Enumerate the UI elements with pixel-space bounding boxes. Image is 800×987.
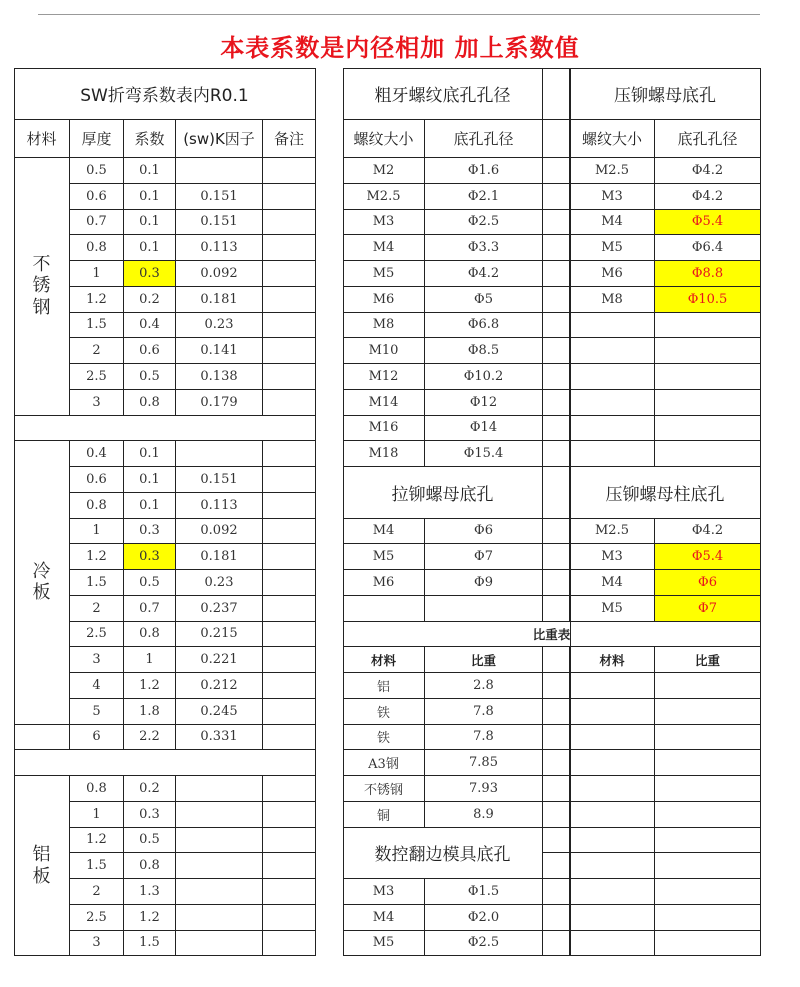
thickness-cell: 3 [70, 390, 124, 416]
thread-size-cell: M5 [570, 235, 655, 261]
remark-cell [263, 776, 316, 802]
k-factor-cell: 0.151 [176, 184, 263, 210]
thickness-cell: 2.5 [70, 622, 124, 648]
coefficient-cell: 0.2 [124, 287, 176, 313]
empty-cell [570, 853, 655, 879]
thread-size-cell: M6 [343, 570, 425, 596]
thickness-cell: 1 [70, 519, 124, 545]
thickness-cell: 1 [70, 802, 124, 828]
sw-header-3: (sw)K因子 [176, 120, 263, 158]
empty-cell [655, 390, 761, 416]
hole-diameter-cell: Φ8.5 [425, 338, 543, 364]
thread-size-cell: M18 [343, 441, 425, 467]
k-factor-cell: 0.23 [176, 570, 263, 596]
gap-cell [543, 120, 570, 158]
gap-cell [543, 905, 570, 931]
remark-cell [263, 905, 316, 931]
thickness-cell: 2 [70, 338, 124, 364]
hole-diameter-cell: Φ1.6 [425, 158, 543, 184]
press-nut-title: 压铆螺母底孔 [570, 68, 761, 120]
remark-cell [263, 828, 316, 854]
hole-diameter-cell: Φ4.2 [655, 158, 761, 184]
k-factor-cell: 0.181 [176, 544, 263, 570]
gap-cell [543, 210, 570, 236]
remark-cell [263, 647, 316, 673]
hole-diameter-cell: Φ10.5 [655, 287, 761, 313]
hole-diameter-cell: Φ5.4 [655, 210, 761, 236]
empty-cell [570, 905, 655, 931]
k-factor-cell: 0.113 [176, 493, 263, 519]
thickness-cell: 0.8 [70, 776, 124, 802]
thickness-cell: 3 [70, 647, 124, 673]
gap-cell [543, 853, 570, 879]
thread-size-cell: M14 [343, 390, 425, 416]
coefficient-cell: 0.5 [124, 364, 176, 390]
thread-size-cell: M4 [343, 519, 425, 545]
remark-cell [263, 390, 316, 416]
gap-cell [543, 828, 570, 854]
hole-diameter-cell: Φ14 [425, 416, 543, 442]
remark-cell [263, 570, 316, 596]
thread-size-cell: M5 [343, 261, 425, 287]
k-factor-cell [176, 828, 263, 854]
empty-cell [655, 416, 761, 442]
k-factor-cell: 0.092 [176, 519, 263, 545]
hole-diameter-cell: Φ8.8 [655, 261, 761, 287]
thread-size-cell: M2.5 [570, 158, 655, 184]
gap-cell [543, 776, 570, 802]
empty-cell [655, 313, 761, 339]
remark-cell [263, 673, 316, 699]
thread-size-cell: M10 [343, 338, 425, 364]
k-factor-cell [176, 802, 263, 828]
thread-size-cell: M2 [343, 158, 425, 184]
coefficient-cell: 0.1 [124, 184, 176, 210]
remark-cell [263, 441, 316, 467]
material-0: 不锈钢 [14, 158, 70, 416]
hole-diameter-cell: Φ15.4 [425, 441, 543, 467]
gap-cell [543, 673, 570, 699]
gap-cell [543, 596, 570, 622]
thickness-cell: 0.8 [70, 235, 124, 261]
hole-diameter-cell: Φ10.2 [425, 364, 543, 390]
density-material-cell: 铁 [343, 699, 425, 725]
gap-cell [543, 416, 570, 442]
k-factor-cell: 0.215 [176, 622, 263, 648]
thread-size-cell: M5 [343, 931, 425, 957]
coefficient-cell: 0.1 [124, 493, 176, 519]
k-factor-cell: 0.331 [176, 725, 263, 751]
coefficient-cell: 0.6 [124, 338, 176, 364]
gap-cell [543, 879, 570, 905]
density-value-cell: 7.93 [425, 776, 543, 802]
thread-size-cell: M4 [570, 210, 655, 236]
cnc-flange-title: 数控翻边模具底孔 [343, 828, 543, 880]
coefficient-cell: 0.8 [124, 390, 176, 416]
coefficient-cell: 2.2 [124, 725, 176, 751]
coefficient-cell: 0.8 [124, 853, 176, 879]
hole-diameter-cell: Φ7 [425, 544, 543, 570]
hole-diameter-cell: Φ6 [425, 519, 543, 545]
remark-cell [263, 338, 316, 364]
remark-cell [263, 287, 316, 313]
k-factor-cell: 0.23 [176, 313, 263, 339]
empty-cell [570, 673, 655, 699]
coefficient-cell: 0.1 [124, 467, 176, 493]
k-factor-cell: 0.179 [176, 390, 263, 416]
empty-cell [570, 338, 655, 364]
empty-cell [655, 828, 761, 854]
remark-cell [263, 544, 316, 570]
empty-cell [425, 596, 543, 622]
coefficient-cell: 0.2 [124, 776, 176, 802]
k-factor-cell: 0.181 [176, 287, 263, 313]
thickness-cell: 1 [70, 261, 124, 287]
hole-diameter-cell: Φ12 [425, 390, 543, 416]
empty-cell [570, 416, 655, 442]
thread-size-cell: M16 [343, 416, 425, 442]
thickness-cell: 1.5 [70, 313, 124, 339]
empty-cell [655, 441, 761, 467]
remark-cell [263, 622, 316, 648]
empty-cell [655, 776, 761, 802]
coefficient-cell: 0.3 [124, 519, 176, 545]
thickness-cell: 6 [70, 725, 124, 751]
remark-cell [263, 467, 316, 493]
thickness-cell: 3 [70, 931, 124, 957]
k-factor-cell [176, 905, 263, 931]
gap-cell [543, 699, 570, 725]
density-header-1: 比重 [425, 647, 543, 673]
thickness-cell: 0.5 [70, 158, 124, 184]
coefficient-cell: 0.1 [124, 158, 176, 184]
remark-cell [263, 699, 316, 725]
empty-cell [655, 879, 761, 905]
thread-size-cell: M8 [570, 287, 655, 313]
k-factor-cell: 0.221 [176, 647, 263, 673]
coarse-thread-header-1: 底孔孔径 [425, 120, 543, 158]
spacer-row [14, 750, 316, 776]
spacer-row [14, 416, 316, 442]
empty-cell [570, 441, 655, 467]
thread-size-cell: M2.5 [570, 519, 655, 545]
k-factor-cell: 0.212 [176, 673, 263, 699]
remark-cell [263, 519, 316, 545]
thickness-cell: 0.7 [70, 210, 124, 236]
density-header-2: 材料 [570, 647, 655, 673]
thread-size-cell: M3 [570, 544, 655, 570]
material-1: 冷板 [14, 441, 70, 724]
thread-size-cell: M2.5 [343, 184, 425, 210]
coefficient-cell: 0.3 [124, 544, 176, 570]
remark-cell [263, 725, 316, 751]
thread-size-cell: M4 [343, 905, 425, 931]
hole-diameter-cell: Φ4.2 [425, 261, 543, 287]
gap-cell [543, 544, 570, 570]
thread-size-cell: M3 [343, 210, 425, 236]
thickness-cell: 0.8 [70, 493, 124, 519]
material-blank [14, 725, 70, 751]
thread-size-cell: M6 [570, 261, 655, 287]
material-2: 铝板 [14, 776, 70, 956]
empty-cell [570, 390, 655, 416]
coefficient-cell: 0.8 [124, 622, 176, 648]
remark-cell [263, 802, 316, 828]
gap-cell [543, 570, 570, 596]
k-factor-cell: 0.113 [176, 235, 263, 261]
empty-cell [655, 750, 761, 776]
sw-header-4: 备注 [263, 120, 316, 158]
remark-cell [263, 184, 316, 210]
thickness-cell: 0.6 [70, 184, 124, 210]
k-factor-cell [176, 441, 263, 467]
remark-cell [263, 313, 316, 339]
coefficient-cell: 0.1 [124, 210, 176, 236]
remark-cell [263, 364, 316, 390]
sw-header-0: 材料 [14, 120, 70, 158]
density-value-cell: 7.8 [425, 725, 543, 751]
empty-cell [655, 364, 761, 390]
empty-cell [343, 596, 425, 622]
remark-cell [263, 158, 316, 184]
gap-cell [543, 441, 570, 467]
k-factor-cell [176, 879, 263, 905]
k-factor-cell: 0.245 [176, 699, 263, 725]
empty-cell [655, 338, 761, 364]
thickness-cell: 0.4 [70, 441, 124, 467]
thread-size-cell: M4 [343, 235, 425, 261]
top-rule [38, 14, 760, 15]
density-value-cell: 2.8 [425, 673, 543, 699]
sw-header-2: 系数 [124, 120, 176, 158]
density-value-cell: 8.9 [425, 802, 543, 828]
thickness-cell: 4 [70, 673, 124, 699]
coefficient-cell: 1 [124, 647, 176, 673]
remark-cell [263, 931, 316, 957]
sw-header-1: 厚度 [70, 120, 124, 158]
hole-diameter-cell: Φ2.5 [425, 210, 543, 236]
press-nut-header-1: 底孔孔径 [655, 120, 761, 158]
coarse-thread-title: 粗牙螺纹底孔孔径 [343, 68, 543, 120]
empty-cell [570, 931, 655, 957]
density-material-cell: 铝 [343, 673, 425, 699]
thread-size-cell: M3 [570, 184, 655, 210]
density-value-cell: 7.8 [425, 699, 543, 725]
k-factor-cell [176, 776, 263, 802]
coefficient-cell: 0.3 [124, 261, 176, 287]
density-value-cell: 7.85 [425, 750, 543, 776]
empty-cell [655, 931, 761, 957]
density-material-cell: 铁 [343, 725, 425, 751]
thread-size-cell: M4 [570, 570, 655, 596]
gap-cell [543, 68, 570, 120]
hole-diameter-cell: Φ7 [655, 596, 761, 622]
k-factor-cell [176, 931, 263, 957]
hole-diameter-cell: Φ6.8 [425, 313, 543, 339]
gap-cell [543, 519, 570, 545]
empty-cell [655, 699, 761, 725]
density-header-3: 比重 [655, 647, 761, 673]
coefficient-cell: 1.2 [124, 673, 176, 699]
empty-cell [655, 853, 761, 879]
thickness-cell: 0.6 [70, 467, 124, 493]
thread-size-cell: M8 [343, 313, 425, 339]
thickness-cell: 2.5 [70, 905, 124, 931]
thickness-cell: 1.5 [70, 570, 124, 596]
density-material-cell: 铜 [343, 802, 425, 828]
k-factor-cell: 0.151 [176, 210, 263, 236]
gap-cell [543, 647, 570, 673]
empty-cell [570, 364, 655, 390]
gap-cell [543, 467, 570, 519]
thickness-cell: 2 [70, 879, 124, 905]
gap-cell [543, 338, 570, 364]
empty-cell [570, 750, 655, 776]
remark-cell [263, 596, 316, 622]
density-material-cell: 不锈钢 [343, 776, 425, 802]
gap-cell [543, 802, 570, 828]
empty-cell [655, 905, 761, 931]
coefficient-cell: 0.5 [124, 828, 176, 854]
coefficient-cell: 0.7 [124, 596, 176, 622]
remark-cell [263, 210, 316, 236]
thread-size-cell: M6 [343, 287, 425, 313]
thickness-cell: 2.5 [70, 364, 124, 390]
coefficient-cell: 1.8 [124, 699, 176, 725]
coefficient-cell: 0.3 [124, 802, 176, 828]
hole-diameter-cell: Φ5 [425, 287, 543, 313]
density-title: 比重表 [343, 622, 761, 648]
thread-size-cell: M3 [343, 879, 425, 905]
thickness-cell: 2 [70, 596, 124, 622]
hole-diameter-cell: Φ9 [425, 570, 543, 596]
hole-diameter-cell: Φ2.1 [425, 184, 543, 210]
hole-diameter-cell: Φ4.2 [655, 184, 761, 210]
thickness-cell: 1.5 [70, 853, 124, 879]
gap-cell [543, 261, 570, 287]
sw-table-title: SW折弯系数表内R0.1 [14, 68, 316, 120]
thread-size-cell: M12 [343, 364, 425, 390]
hole-diameter-cell: Φ5.4 [655, 544, 761, 570]
thickness-cell: 5 [70, 699, 124, 725]
empty-cell [655, 725, 761, 751]
remark-cell [263, 879, 316, 905]
page-title: 本表系数是内径相加 加上系数值 [220, 34, 580, 62]
empty-cell [655, 673, 761, 699]
coefficient-cell: 0.1 [124, 441, 176, 467]
empty-cell [570, 828, 655, 854]
hole-diameter-cell: Φ2.0 [425, 905, 543, 931]
thread-size-cell: M5 [343, 544, 425, 570]
coarse-thread-header-0: 螺纹大小 [343, 120, 425, 158]
hole-diameter-cell: Φ2.5 [425, 931, 543, 957]
density-material-cell: A3钢 [343, 750, 425, 776]
remark-cell [263, 235, 316, 261]
gap-cell [543, 287, 570, 313]
gap-cell [543, 931, 570, 957]
gap-cell [543, 158, 570, 184]
press-nut-header-0: 螺纹大小 [570, 120, 655, 158]
empty-cell [570, 699, 655, 725]
coefficient-cell: 1.2 [124, 905, 176, 931]
press-stud-title: 压铆螺母柱底孔 [570, 467, 761, 519]
gap-cell [543, 364, 570, 390]
k-factor-cell: 0.237 [176, 596, 263, 622]
hole-diameter-cell: Φ6 [655, 570, 761, 596]
thickness-cell: 1.2 [70, 828, 124, 854]
remark-cell [263, 493, 316, 519]
gap-cell [543, 725, 570, 751]
thickness-cell: 1.2 [70, 287, 124, 313]
coefficient-cell: 0.5 [124, 570, 176, 596]
remark-cell [263, 853, 316, 879]
empty-cell [570, 879, 655, 905]
coefficient-cell: 1.3 [124, 879, 176, 905]
pull-nut-title: 拉铆螺母底孔 [343, 467, 543, 519]
empty-cell [570, 313, 655, 339]
hole-diameter-cell: Φ3.3 [425, 235, 543, 261]
k-factor-cell [176, 853, 263, 879]
k-factor-cell [176, 158, 263, 184]
k-factor-cell: 0.138 [176, 364, 263, 390]
k-factor-cell: 0.092 [176, 261, 263, 287]
thickness-cell: 1.2 [70, 544, 124, 570]
coefficient-cell: 1.5 [124, 931, 176, 957]
gap-cell [543, 390, 570, 416]
coefficient-cell: 0.1 [124, 235, 176, 261]
gap-cell [543, 235, 570, 261]
hole-diameter-cell: Φ1.5 [425, 879, 543, 905]
hole-diameter-cell: Φ6.4 [655, 235, 761, 261]
coefficient-cell: 0.4 [124, 313, 176, 339]
empty-cell [655, 802, 761, 828]
remark-cell [263, 261, 316, 287]
empty-cell [570, 776, 655, 802]
gap-cell [543, 313, 570, 339]
k-factor-cell: 0.141 [176, 338, 263, 364]
gap-cell [543, 750, 570, 776]
empty-cell [570, 725, 655, 751]
k-factor-cell: 0.151 [176, 467, 263, 493]
hole-diameter-cell: Φ4.2 [655, 519, 761, 545]
thread-size-cell: M5 [570, 596, 655, 622]
gap-cell [543, 184, 570, 210]
empty-cell [570, 802, 655, 828]
density-header-0: 材料 [343, 647, 425, 673]
